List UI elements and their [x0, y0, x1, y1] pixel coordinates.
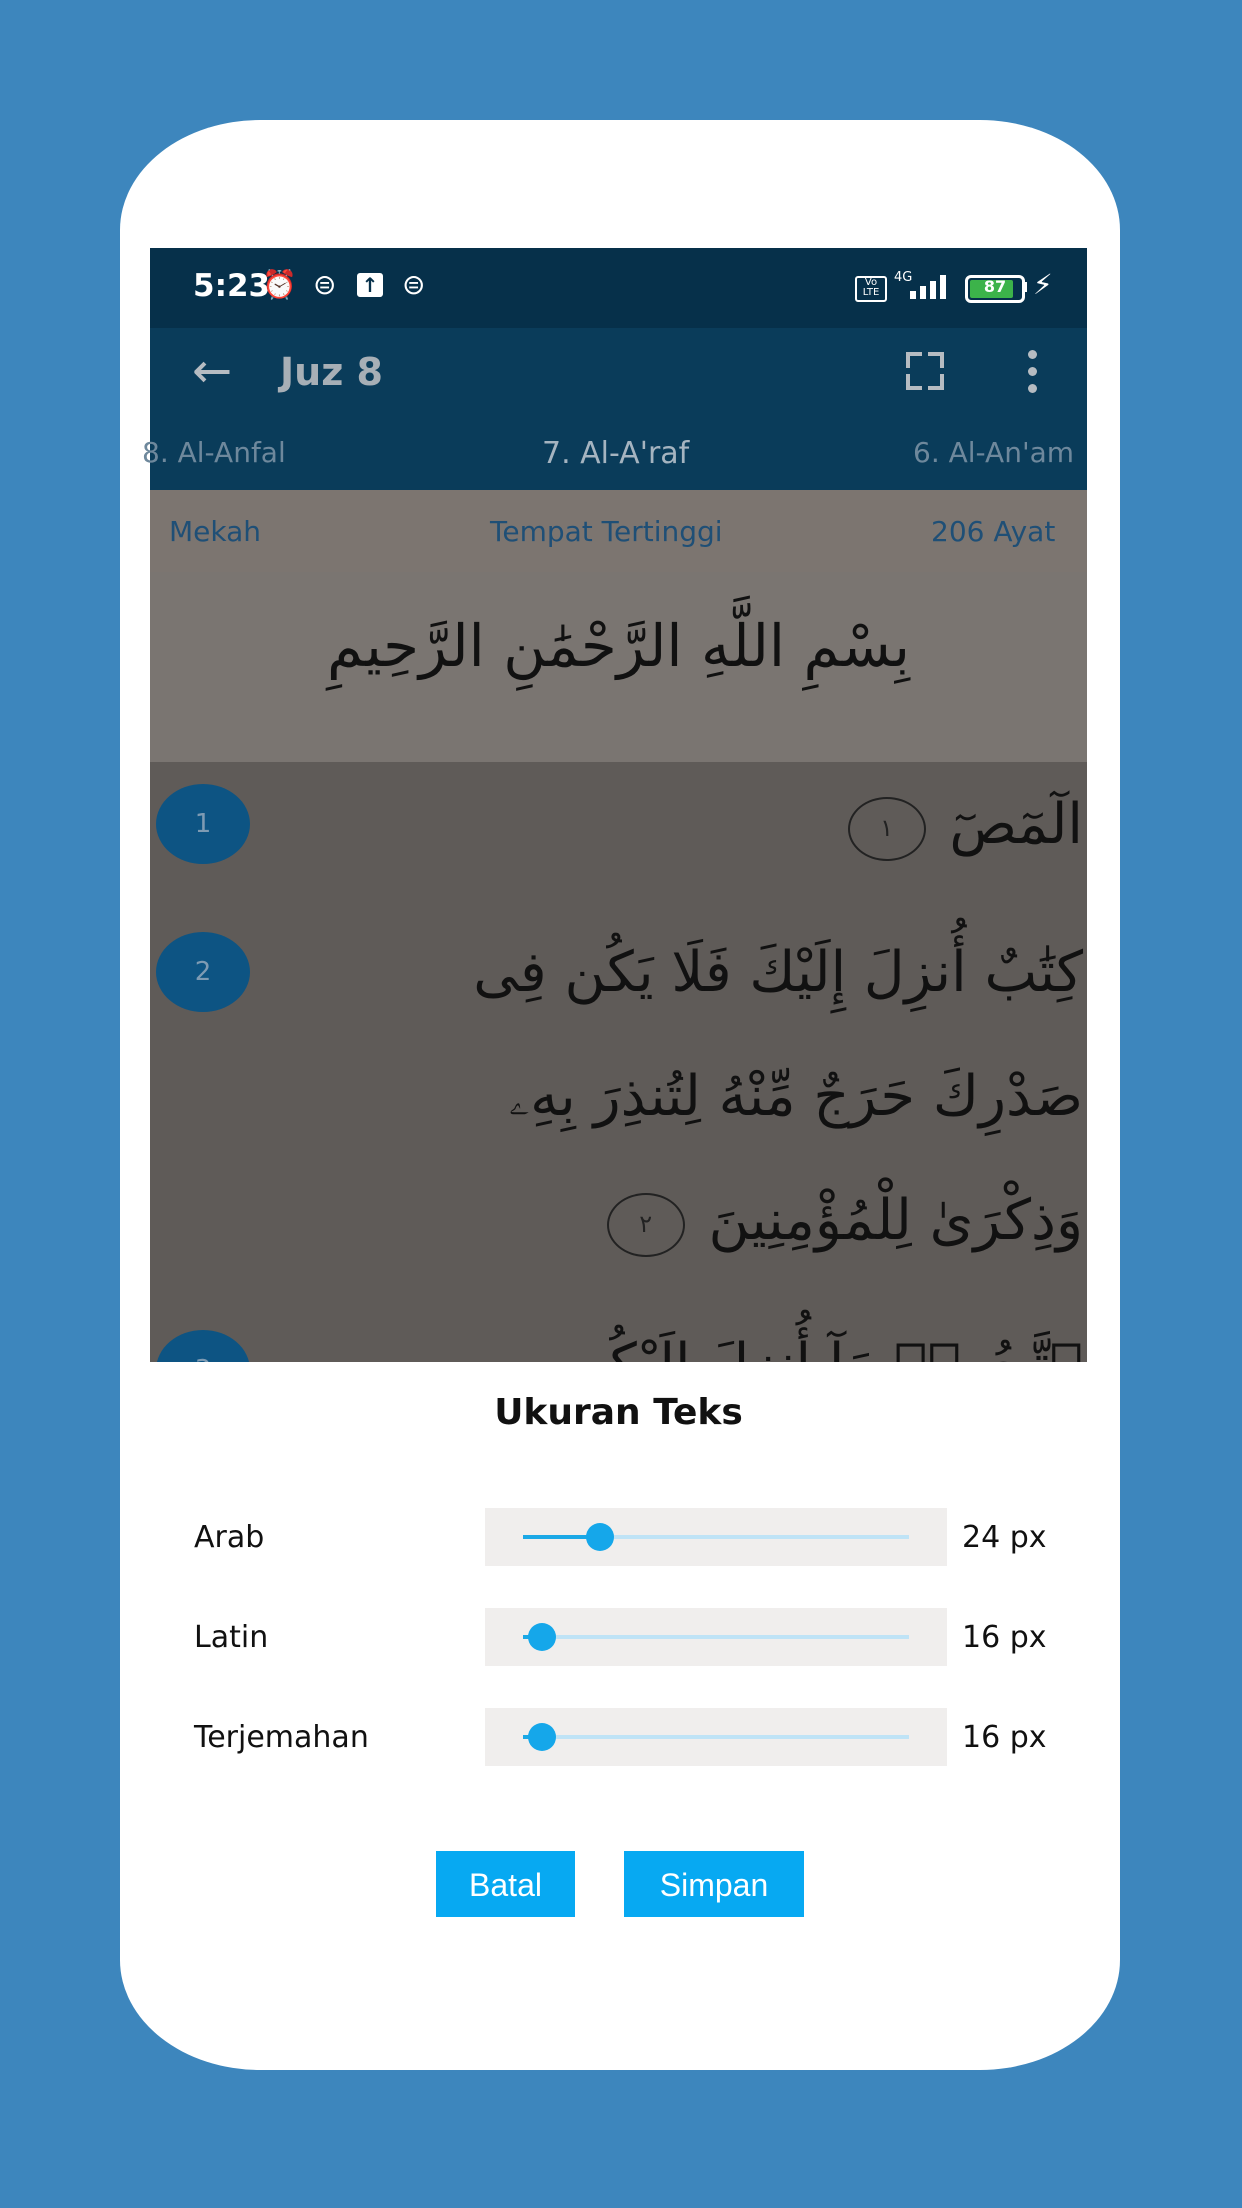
bismillah-text: بِسْمِ اللَّهِ الرَّحْمَٰنِ الرَّحِيمِ — [327, 612, 910, 680]
fullscreen-icon[interactable] — [906, 352, 944, 390]
tab-al-anam[interactable]: 6. Al-An'am — [913, 436, 1075, 469]
back-arrow-icon[interactable]: ← — [192, 343, 233, 399]
app-bar — [150, 328, 1087, 418]
battery-icon — [965, 275, 1025, 303]
cancel-button[interactable]: Batal — [436, 1851, 575, 1917]
network-type: 4G — [894, 270, 913, 285]
bismillah-panel — [150, 572, 1087, 762]
latin-size-label: Latin — [194, 1620, 269, 1655]
tab-al-anfal[interactable]: 8. Al-Anfal — [142, 436, 286, 469]
tab-al-araf[interactable]: 7. Al-A'raf — [542, 436, 690, 471]
translation-size-slider[interactable] — [485, 1708, 947, 1766]
latin-size-value: 16 px — [962, 1620, 1047, 1655]
upload-icon: ↑ — [357, 273, 383, 297]
ayat-number-badge[interactable]: 1 — [156, 784, 250, 864]
page-title: Juz 8 — [280, 350, 383, 394]
slider-track — [523, 1535, 909, 1539]
ayat-1-line-1: الٓمٓصٓ ١ — [842, 792, 1083, 861]
slider-track — [523, 1635, 909, 1639]
ayat-list[interactable] — [150, 762, 1087, 1362]
ayat-2-line-3: وَذِكْرَىٰ لِلْمُؤْمِنِينَ ٢ — [601, 1188, 1083, 1257]
revelation-place: Mekah — [169, 515, 262, 548]
ayat-end-mark: ٢ — [607, 1193, 685, 1257]
sync-icon: ⊜ — [313, 268, 337, 301]
volte-icon: Vo LTE — [855, 276, 887, 302]
alarm-icon: ⏰ — [262, 268, 297, 301]
signal-icon — [910, 273, 954, 299]
arab-size-label: Arab — [194, 1520, 265, 1555]
charging-icon: ⚡ — [1033, 268, 1053, 301]
verse-count: 206 Ayat — [931, 515, 1056, 548]
surah-tabs — [142, 418, 1087, 490]
more-vert-icon[interactable] — [1028, 350, 1038, 394]
slider-track — [523, 1735, 909, 1739]
save-button[interactable]: Simpan — [624, 1851, 804, 1917]
ayat-2-line-1: كِتَٰبٌ أُنزِلَ إِلَيْكَ فَلَا يَكُن فِى — [473, 940, 1083, 1005]
slider-thumb[interactable] — [528, 1723, 556, 1751]
info-middle: Tempat Tertinggi — [490, 515, 723, 548]
ayat-2-line-2: صَدْرِكَ حَرَجٌ مِّنْهُ لِتُنذِرَ بِهِۦ — [508, 1064, 1083, 1129]
latin-size-slider[interactable] — [485, 1608, 947, 1666]
surah-info-bar — [150, 490, 1087, 572]
battery-level: 87 — [983, 277, 1007, 296]
slider-thumb[interactable] — [586, 1523, 614, 1551]
translation-size-value: 16 px — [962, 1720, 1047, 1755]
ayat-number-badge[interactable]: 2 — [156, 932, 250, 1012]
arab-size-slider[interactable] — [485, 1508, 947, 1566]
arab-size-value: 24 px — [962, 1520, 1047, 1555]
status-time: 5:23 — [193, 268, 271, 304]
slider-thumb[interactable] — [528, 1623, 556, 1651]
app-screen — [142, 248, 1087, 1362]
ayat-end-mark: ١ — [848, 797, 926, 861]
dialog-title: Ukuran Teks — [494, 1392, 743, 1433]
sync-icon: ⊜ — [402, 268, 426, 301]
battery-tip — [1023, 282, 1027, 292]
status-bar — [150, 248, 1087, 328]
translation-size-label: Terjemahan — [194, 1720, 369, 1755]
text-size-dialog — [150, 1362, 1087, 2002]
